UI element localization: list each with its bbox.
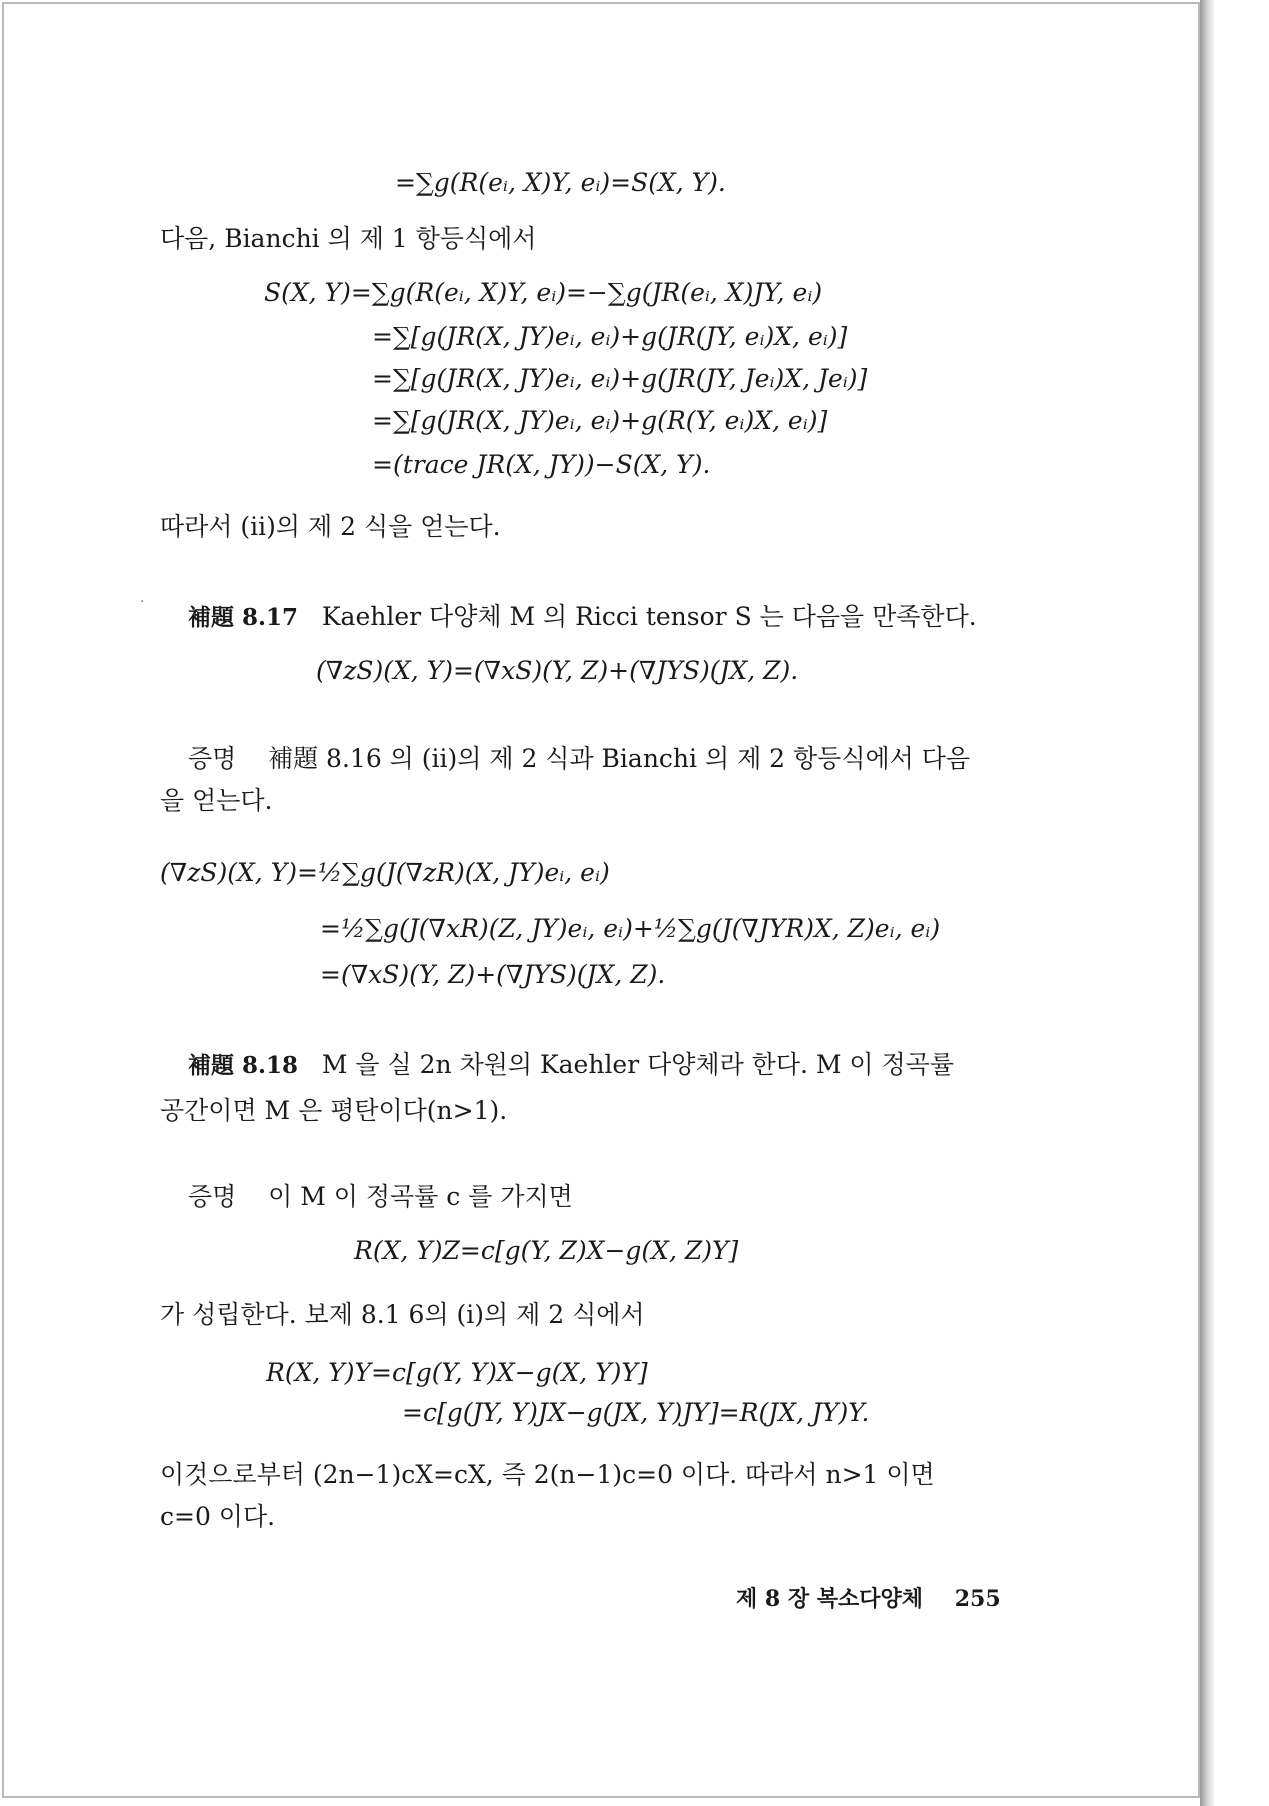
equation-line: =∑[g(JR(X, JY)eᵢ, eᵢ)+g(R(Y, eᵢ)X, eᵢ)] [372, 406, 828, 435]
paragraph-text: 공간이면 M 은 평탄이다(n>1). [160, 1096, 508, 1125]
proof-817 [188, 744, 970, 774]
lemma-label: 補題 8.17 [188, 604, 299, 631]
paragraph-text: 이것으로부터 (2n−1)cX=cX, 즉 2(n−1)c=0 이다. 따라서 n>1 이면 [160, 1460, 935, 1489]
proof-label: 증명 [188, 744, 237, 773]
page-edge-shadow [1200, 0, 1214, 1806]
proof-text: 이 M 이 정곡률 c 를 가지면 [268, 1182, 573, 1211]
running-footer [736, 1582, 1001, 1613]
equation-line: =(∇xS)(Y, Z)+(∇JYS)(JX, Z). [320, 960, 666, 989]
paragraph-text: 을 얻는다. [160, 786, 273, 815]
proof-label: 증명 [188, 1182, 237, 1211]
equation-line: =∑g(R(eᵢ, X)Y, eᵢ)=S(X, Y). [395, 168, 726, 197]
paragraph-text: c=0 이다. [160, 1502, 276, 1531]
equation-line: R(X, Y)Z=c[g(Y, Z)X−g(X, Z)Y] [354, 1236, 739, 1265]
equation-line: =c[g(JY, Y)JX−g(JX, Y)JY]=R(JX, JY)Y. [402, 1398, 870, 1427]
proof-818 [188, 1182, 573, 1212]
lemma-statement: Kaehler 다양체 M 의 Ricci tensor S 는 다음을 만족한다. [321, 602, 977, 631]
lemma-817 [188, 602, 977, 632]
equation-line: =(trace JR(X, JY))−S(X, Y). [372, 450, 711, 479]
scan-mark: · [140, 594, 145, 610]
equation-line: =½∑g(J(∇xR)(Z, JY)eᵢ, eᵢ)+½∑g(J(∇JYR)X, Z)eᵢ, eᵢ) [320, 914, 941, 943]
lemma-818 [188, 1050, 954, 1080]
paragraph-text: 가 성립한다. 보제 8.1 6의 (i)의 제 2 식에서 [160, 1300, 645, 1329]
equation-line: =∑[g(JR(X, JY)eᵢ, eᵢ)+g(JR(JY, eᵢ)X, eᵢ)] [372, 322, 848, 351]
paragraph-text: 다음, Bianchi 의 제 1 항등식에서 [160, 224, 537, 253]
lemma-statement: M 을 실 2n 차원의 Kaehler 다양체라 한다. M 이 정곡률 [321, 1050, 954, 1079]
lemma-label: 補題 8.18 [188, 1052, 299, 1079]
paragraph-text: 따라서 (ii)의 제 2 식을 얻는다. [160, 512, 501, 541]
equation-line: (∇zS)(X, Y)=½∑g(J(∇zR)(X, JY)eᵢ, eᵢ) [160, 858, 610, 887]
equation-line: S(X, Y)=∑g(R(eᵢ, X)Y, eᵢ)=−∑g(JR(eᵢ, X)JY, eᵢ) [264, 278, 823, 307]
proof-text: 補題 8.16 의 (ii)의 제 2 식과 Bianchi 의 제 2 항등식에서 다음 [268, 744, 971, 773]
chapter-title: 제 8 장 복소다양체 [736, 1586, 924, 1612]
equation-line: (∇zS)(X, Y)=(∇xS)(Y, Z)+(∇JYS)(JX, Z). [316, 656, 799, 685]
page-number: 255 [954, 1586, 1001, 1612]
equation-line: =∑[g(JR(X, JY)eᵢ, eᵢ)+g(JR(JY, Jeᵢ)X, Jeᵢ)] [372, 364, 868, 393]
equation-line: R(X, Y)Y=c[g(Y, Y)X−g(X, Y)Y] [266, 1358, 648, 1387]
